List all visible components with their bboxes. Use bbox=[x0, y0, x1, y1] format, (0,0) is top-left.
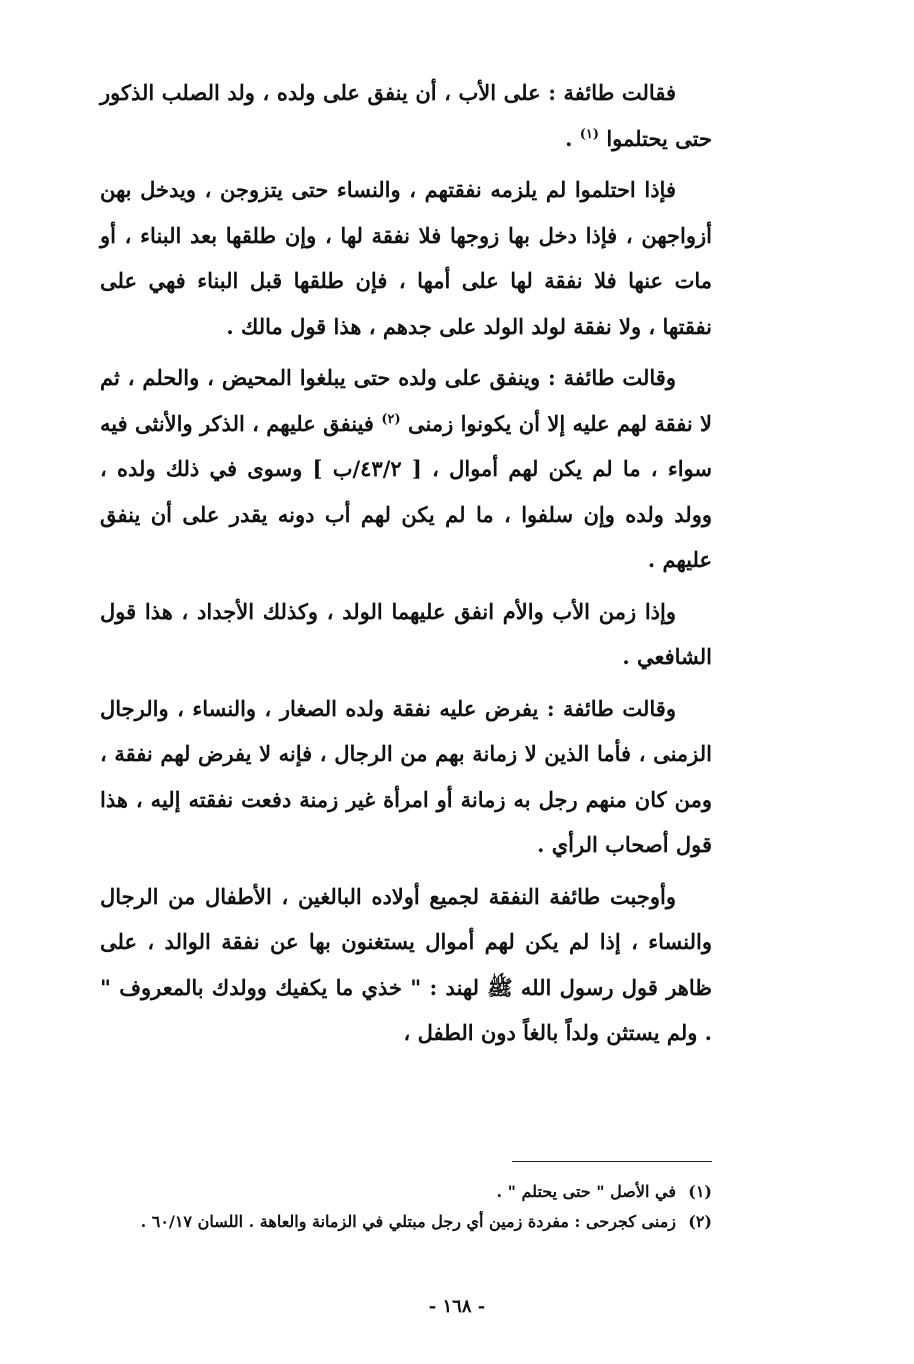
paragraph: وأوجبت طائفة النفقة لجميع أولاده البالغين ، الأطفال من الرجال والنساء ، إذا لم يكن لهم أموال يستغنون بها عن نفقة الوالد ، على ظاهر قول رسول الله ﷺ لهند : " خذي ما يكفيك وولدك بالمعروف " . ولم يستثن ولداً بالغاً دون الطفل ، bbox=[100, 883, 712, 1045]
paragraph: وقالت طائفة : يفرض عليه نفقة ولده الصغار ، والنساء ، والرجال الزمنى ، فأما الذين لا زمانة بهم من الرجال ، فإنه لا يفرض لهم نفقة ، ومن كان منهم رجل به زمانة أو امرأة غير زمنة دفعت نفقته إليه ، هذا قول أصحاب الرأي . bbox=[100, 695, 712, 857]
footnote-text: زمنى كجرحى : مفردة زمين أي رجل مبتلي في الزمانة والعاهة . اللسان ٦٠/١٧ . bbox=[140, 1212, 676, 1231]
footnote-ref-1[interactable]: (١) bbox=[579, 126, 600, 142]
footnote-2 bbox=[140, 1207, 712, 1237]
footnote-1 bbox=[150, 1177, 712, 1207]
footnote-divider bbox=[512, 1161, 712, 1162]
paragraph: فإذا احتلموا لم يلزمه نفقتهم ، والنساء حتى يتزوجن ، ويدخل بهن أزواجهن ، فإذا دخل بها زوجها فلا نفقة لها ، وإن طلقها بعد البناء ، أو مات عنها فلا نفقة لها على أمها ، فإن طلقها قبل البناء فهي على نفقتها ، ولا نفقة لولد الولد على جدهم ، هذا قول مالك . bbox=[100, 177, 712, 339]
paragraph: وقالت طائفة : وينفق على ولده حتى يبلغوا المحيض ، والحلم ، ثم لا نفقة لهم عليه إلا أن يكونوا زمنى $^{(٢)}$ فينفق عليهم ، الذكر والأنثى فيه سواء ، ما لم يكن لهم أموال ، [ ٤٣/٢/ب ] وسوى في ذلك ولده ، وولد ولده وإن سلفوا ، ما لم يكن لهم أب دونه يقدر على أن ينفق عليهم . bbox=[100, 365, 713, 572]
footnote-ref-2[interactable]: (٢) bbox=[381, 411, 401, 427]
main-text bbox=[100, 70, 712, 1062]
footnotes bbox=[140, 1177, 712, 1237]
paragraph: وإذا زمن الأب والأم انفق عليهما الولد ، وكذلك الأجداد ، هذا قول الشافعي . bbox=[100, 598, 712, 669]
footnote-number: (١) bbox=[688, 1182, 712, 1201]
footnote-text: في الأصل " حتى يحتلم " . bbox=[496, 1182, 676, 1201]
page-number: - ١٦٨ - bbox=[428, 1296, 486, 1317]
footnote-number: (٢) bbox=[688, 1212, 712, 1231]
paragraph: فقالت طائفة : على الأب ، أن ينفق على ولده ، ولد الصلب الذكور حتى يحتلموا $^{(١)}$ . bbox=[100, 80, 712, 151]
